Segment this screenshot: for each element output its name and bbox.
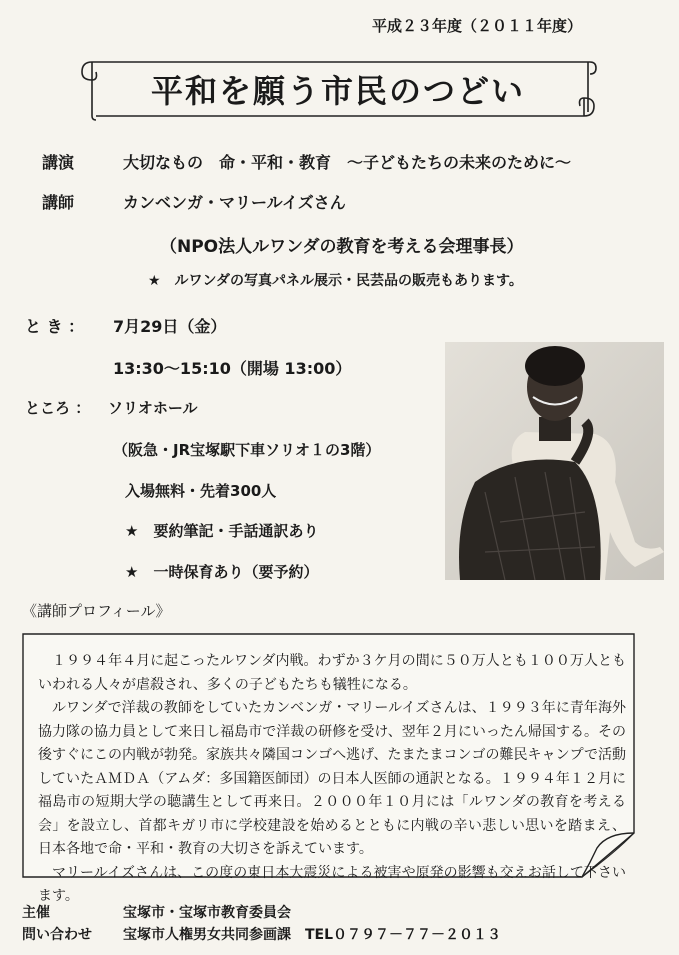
contact-value: 宝塚市人権男女共同参画課 TEL０７９７－７７－２０１３	[123, 927, 502, 943]
fiscal-year: 平成２３年度（２０１１年度）	[372, 17, 583, 35]
exhibit-notice: ★ ルワンダの写真パネル展示・民芸品の販売もあります。	[148, 273, 523, 289]
speaker-photo	[445, 342, 664, 580]
profile-body	[38, 650, 626, 909]
profile-paragraph: １９９４年４月に起こったルワンダ内戦。わずか３ケ月の間に５０万人とも１００万人ともいわれる人々が虐殺され、多くの子どもたちも犠牲になる。	[38, 653, 626, 693]
event-title: 平和を願う市民のつどい	[150, 72, 525, 110]
speaker-label: 講師	[42, 193, 75, 212]
speaker-name: カンベンガ・マリールイズさん	[123, 193, 346, 212]
speaker-affiliation: （NPO法人ルワンダの教育を考える会理事長）	[160, 237, 524, 257]
admission-info: 入場無料・先着300人	[125, 482, 277, 500]
event-time: 13:30～15:10（開場 13:00）	[113, 359, 352, 378]
organizer-value: 宝塚市・宝塚市教育委員会	[123, 905, 291, 921]
event-date: 7月29日（金）	[113, 317, 227, 336]
venue-access: （阪急・JR宝塚駅下車ソリオ１の3階）	[113, 441, 381, 459]
organizer-label: 主催	[22, 905, 50, 921]
where-label: ところ ：	[25, 399, 91, 417]
service-childcare: ★ 一時保育あり（要予約）	[125, 563, 319, 581]
lecture-title: 大切なもの 命・平和・教育 ～子どもたちの未来のために～	[123, 153, 572, 172]
profile-heading: 《講師プロフィール》	[22, 602, 171, 620]
when-label: と き ：	[25, 317, 85, 336]
contact-label: 問い合わせ	[22, 927, 92, 943]
lecture-label: 講演	[42, 153, 75, 172]
profile-paragraph: マリールイズさんは、この度の東日本大震災による被害や原発の影響も交えお話して下さいます。	[38, 864, 626, 904]
profile-paragraph: ルワンダで洋裁の教師をしていたカンベンガ・マリールイズさんは、１９９３年に青年海外協力隊の協力員として来日し福島市で洋裁の研修を受け、翌年２月にいったん帰国する。その後すぐにこの内戦が勃発。家族共々隣国コンゴへ逃げ、たまたまコンゴの難民キャンプで活動していたＡＭＤＡ（アムダ：多国籍医師団）の日本人医師の通訳となる。１９９４年１２月に福島市の短期大学の聴講生として再来日。２０００年１０月には「ルワンダの教育を考える会」を設立し、首都キガリ市に学校建設を始めるとともに内戦の辛い悲しい思いを踏まえ、日本各地で命・平和・教育の大切さを訴えています。	[38, 700, 627, 857]
venue-name: ソリオホール	[108, 399, 198, 417]
service-captioning: ★ 要約筆記・手話通訳あり	[125, 522, 319, 540]
